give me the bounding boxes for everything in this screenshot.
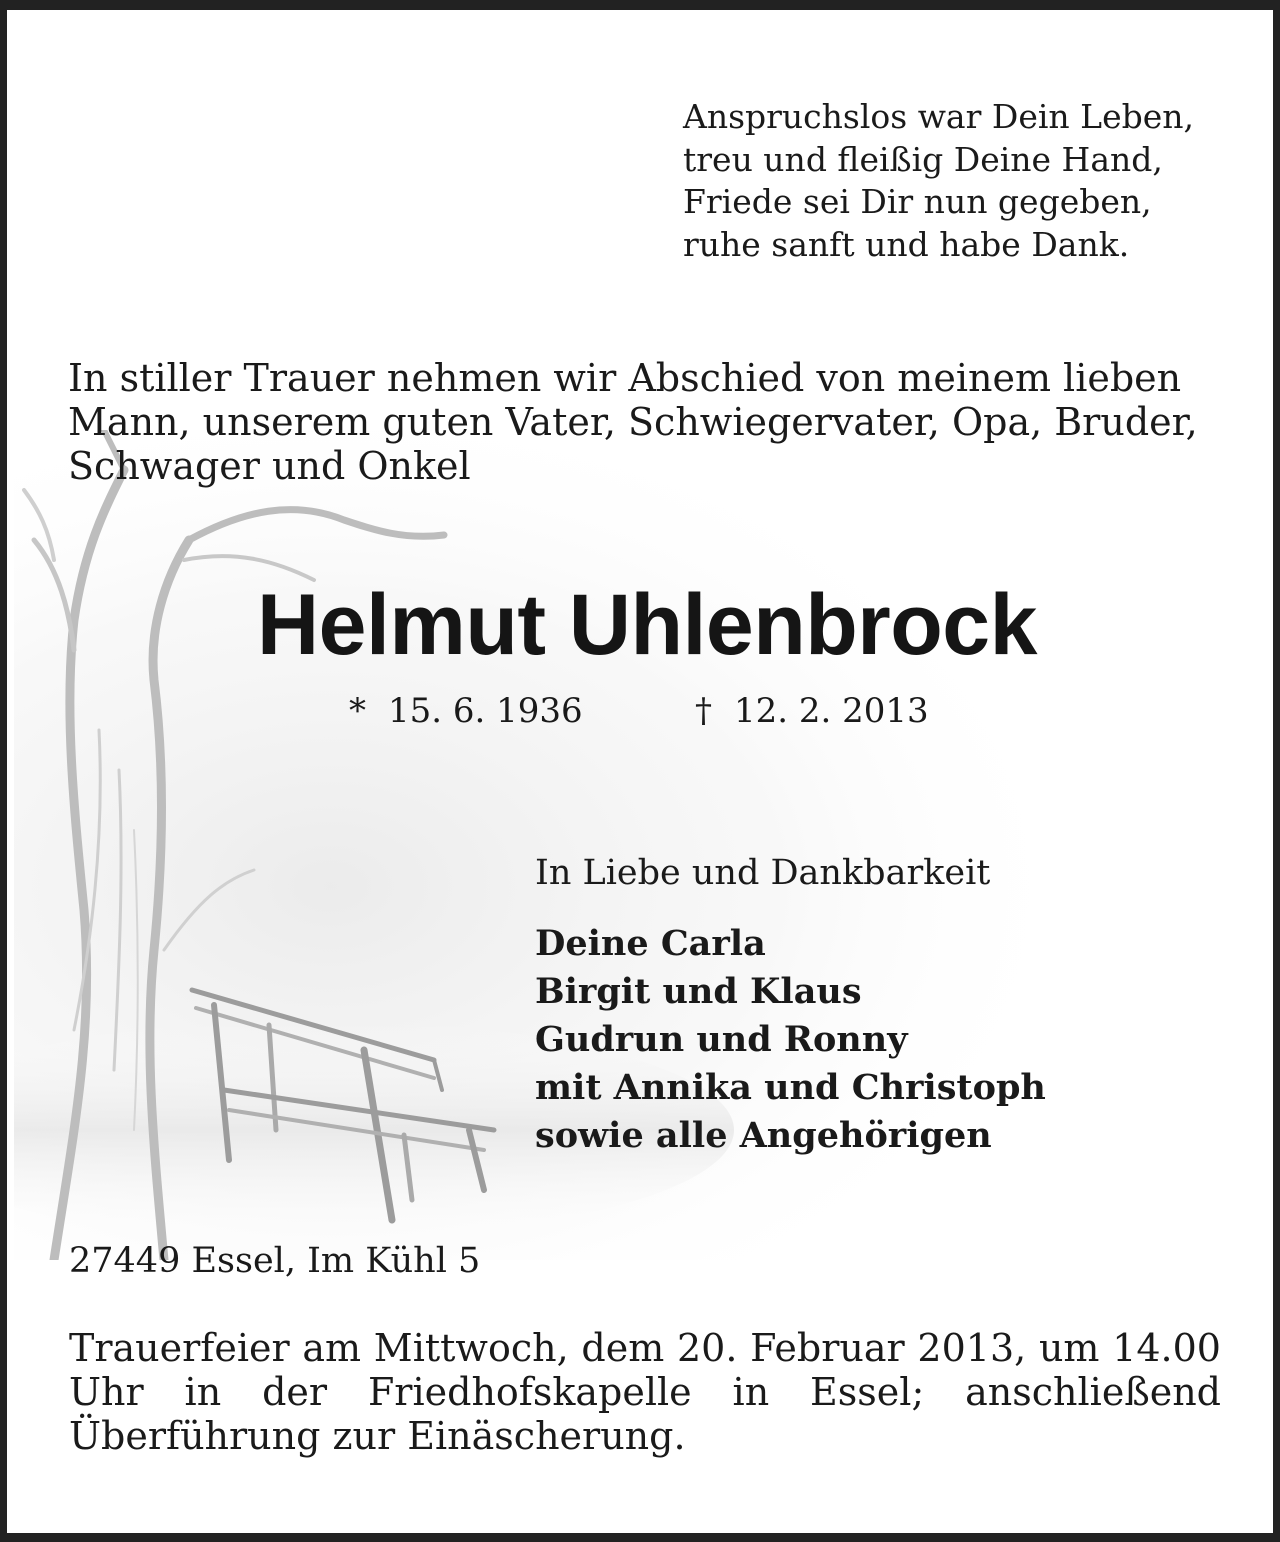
farewell-intro <box>68 356 1220 488</box>
verse-line: Friede sei Dir nun gegeben, <box>683 182 1152 221</box>
death-symbol: † <box>695 691 712 731</box>
family-address: 27449 Essel, Im Kühl 5 <box>69 1241 481 1281</box>
mourner-line: Deine Carla <box>535 923 766 964</box>
mourners-list <box>535 920 1046 1160</box>
intro-line: Schwager und Onkel <box>68 444 471 488</box>
birth-symbol: * <box>349 691 366 731</box>
intro-line: In stiller Trauer nehmen wir Abschied von meinem lieben <box>68 356 1182 400</box>
mourner-line: mit Annika und Christoph <box>535 1067 1046 1108</box>
mourner-line: sowie alle Angehörigen <box>535 1115 992 1156</box>
deceased-name: Helmut Uhlenbrock <box>257 577 1037 673</box>
birth-date-value: 15. 6. 1936 <box>388 691 583 731</box>
intro-line: Mann, unserem guten Vater, Schwiegervater, Opa, Bruder, <box>68 400 1198 444</box>
funeral-service-details: Trauerfeier am Mittwoch, dem 20. Februar 2013, um 14.00 Uhr in der Friedhofskapelle in Essel; anschließend Überführung zur Einäscherung. <box>69 1326 1221 1458</box>
death-date-value: 12. 2. 2013 <box>734 691 929 731</box>
mourner-line: Gudrun und Ronny <box>535 1019 908 1060</box>
closing-thanks: In Liebe und Dankbarkeit <box>535 853 991 893</box>
verse-line: treu und fleißig Deine Hand, <box>683 139 1163 179</box>
mourner-line: Birgit und Klaus <box>535 971 862 1012</box>
memorial-verse <box>683 96 1194 266</box>
verse-line: Anspruchslos war Dein Leben, <box>683 97 1195 136</box>
death-date <box>695 690 929 732</box>
birth-date <box>349 690 583 732</box>
verse-line: ruhe sanft und habe Dank. <box>683 224 1130 264</box>
